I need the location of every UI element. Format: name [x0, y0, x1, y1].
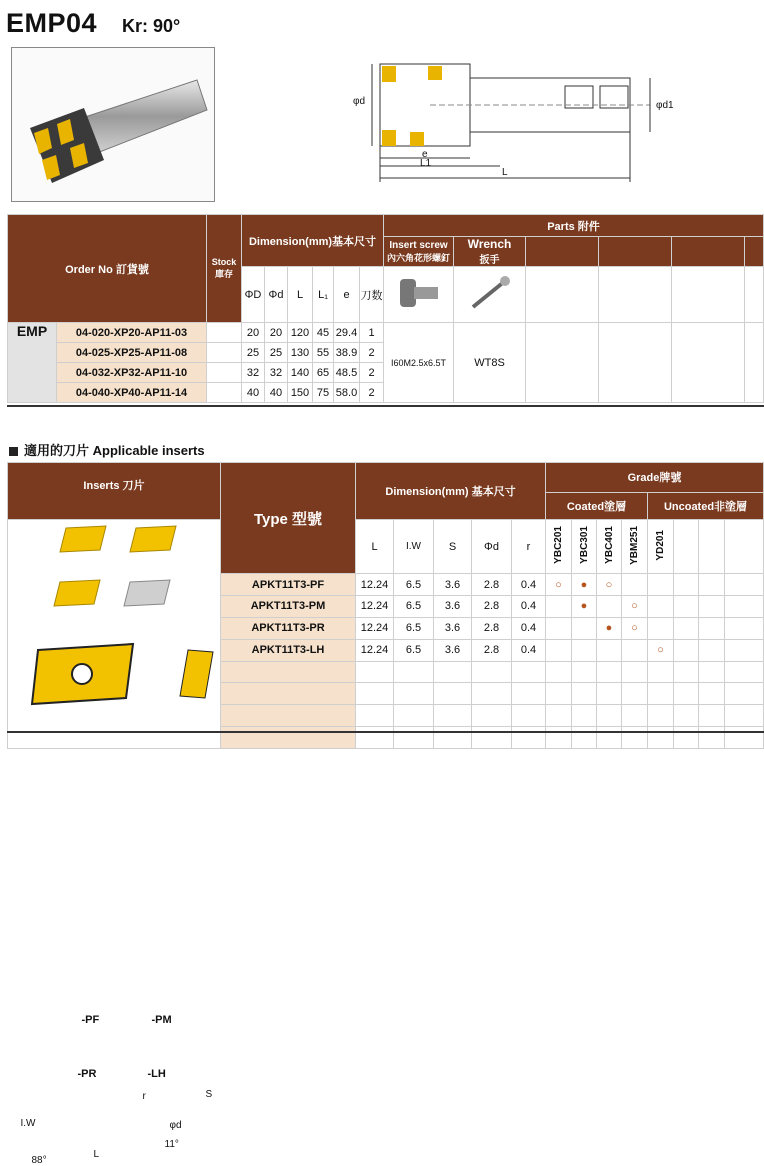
order-no-header: Order No 訂貨號 [8, 215, 207, 323]
uncoated-header: Uncoated非塗層 [648, 492, 764, 519]
inserts-table: Inserts 刀片 Type 型號 Dimension(mm) 基本尺寸 Grade牌號 Coated塗層 Uncoated非塗層 -PF -PM -PR -LH I.W L r S φd 11° 88° L I.W S Φd r YBC201 YBC301 YBC401 YBM251 YD201 APKT11T3-PF 12.24 6.5 3.6 2.8 0.4 ○ ● ○ APKT11T3-PM 12.24 6.5 3.6 2.8 0.4 ● ○ APKT11T3-PR 12.24 6.5 3.6 2.8 0.4 ● ○ APKT11T3-LH 12.24 6.5 3.6 2.8 0.4 ○ [7, 462, 764, 749]
wrench-image [454, 267, 526, 323]
order-no: 04-032-XP32-AP11-10 [57, 363, 207, 383]
screw-value: I60M2.5x6.5T [384, 323, 454, 403]
col-d: Φd [265, 267, 288, 323]
product-photo [11, 47, 215, 202]
wrench-header: Wrench 扳手 [454, 237, 526, 267]
cutter-drawing [350, 50, 670, 190]
applicable-inserts-title: 適用的刀片 Applicable inserts [9, 440, 205, 459]
order-no: 04-025-XP25-AP11-08 [57, 343, 207, 363]
col-L: L [288, 267, 313, 323]
page-title: EMP04 [6, 8, 98, 38]
label-d: φd [353, 96, 366, 107]
wrench-icon [465, 271, 515, 315]
col-L1: L₁ [313, 267, 334, 323]
parts-header: Parts 附件 [384, 215, 764, 237]
kr-angle: Kr: 90° [122, 16, 181, 36]
series-label: EMP [8, 323, 57, 403]
cutter-photo-icon [12, 48, 214, 201]
dimension2-header: Dimension(mm) 基本尺寸 [356, 463, 546, 520]
screw-icon [394, 271, 444, 315]
wrench-value: WT8S [454, 323, 526, 403]
insert-type: APKT11T3-PF [221, 574, 356, 596]
coated-header: Coated塗層 [546, 492, 648, 519]
order-table: Order No 訂貨號 Stock 庫存 Dimension(mm)基本尺寸 Parts 附件 Insert screw 內六角花形螺釘 Wrench 扳手 ΦD Φd L L₁ e 刀数 EMP 04-020-XP20-AP11-03 20 20 120 45 29.4 1 I60M2.5x6.5T WT8S 04-025-XP25-AP11-08 25 25 130 55 38.9 2 04-032-XP32-AP11-10 32 32 140 65 48.5 2 04-040-XP40-AP11-14 40 40 150 75 58.0 2 [7, 214, 764, 403]
col-e: e [334, 267, 360, 323]
insert-type: APKT11T3-PR [221, 617, 356, 639]
type-header: Type 型號 [221, 463, 356, 574]
col-z: 刀数 [360, 267, 384, 323]
insert-screw-header: Insert screw 內六角花形螺釘 [384, 237, 454, 267]
inserts-illustration [8, 520, 220, 745]
screw-image [384, 267, 454, 323]
grade-header: Grade牌號 [546, 463, 764, 493]
label-e: e [422, 149, 428, 160]
insert-type: APKT11T3-PM [221, 595, 356, 617]
stock-header: Stock 庫存 [207, 215, 242, 323]
order-no: 04-020-XP20-AP11-03 [57, 323, 207, 343]
col-D: ΦD [242, 267, 265, 323]
insert-type: APKT11T3-LH [221, 639, 356, 661]
label-d1: φd1 [656, 100, 674, 111]
label-l1: L1 [420, 158, 432, 169]
label-l: L [502, 167, 508, 178]
inserts-graphics: -PF -PM -PR -LH I.W L r S φd 11° 88° [8, 520, 221, 749]
dimension-header: Dimension(mm)基本尺寸 [242, 215, 384, 267]
order-no: 04-040-XP40-AP11-14 [57, 383, 207, 403]
inserts-header: Inserts 刀片 [8, 463, 221, 520]
